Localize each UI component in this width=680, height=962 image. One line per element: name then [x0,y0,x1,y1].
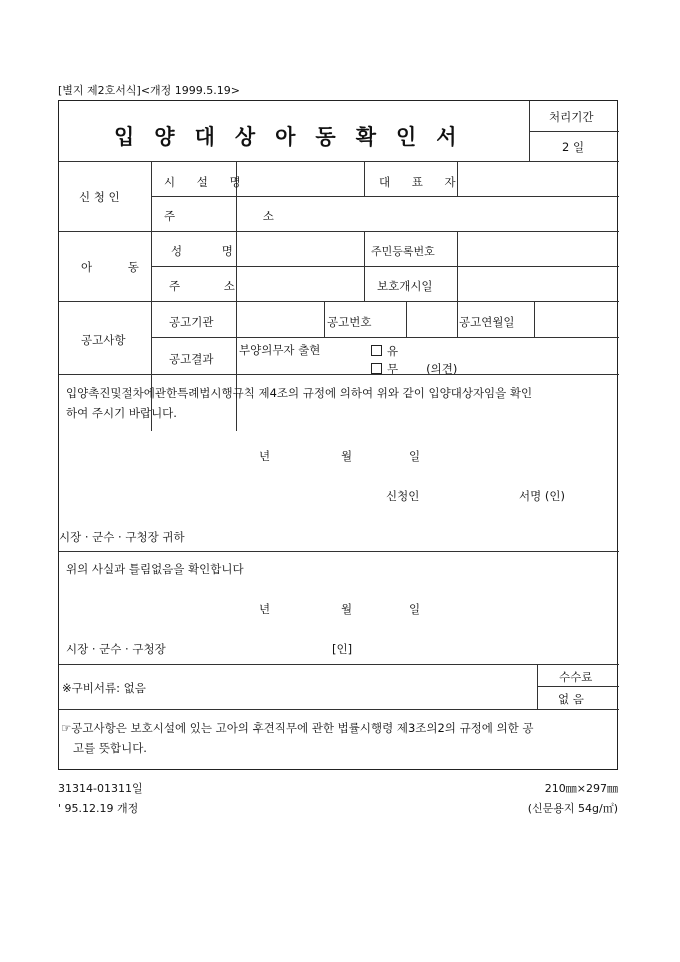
facility-name-field[interactable] [237,162,363,195]
no-checkbox[interactable] [371,363,382,374]
confirm-month: 월 [341,602,353,616]
notice-date-label: 공고연월일 [459,315,515,329]
representative-field[interactable] [458,162,618,195]
option-no[interactable]: 무 (의견) [371,361,457,377]
request-statement: 입양촉진및절차에관한특례법시행규칙 제4조의 규정에 의하여 위와 같이 입양대상자임을 확인 하여 주시기 바랍니다. [66,386,533,420]
processing-value: 2 일 [562,140,585,154]
option-yes[interactable]: 유 [371,343,398,359]
rrn-label: 주민등록번호 [371,245,435,258]
yes-checkbox[interactable] [371,345,382,356]
request-year: 년 [259,449,271,463]
applicant-section: 신 청 인 [79,190,120,204]
form-label: [별지 제2호서식]<개정 1999.5.19> [58,84,240,97]
confirm-day: 일 [409,602,421,616]
child-address-label: 주 소 [169,279,255,293]
opinion-label: (의견) [426,362,458,376]
applicant-address-field[interactable] [237,197,618,230]
notice-agency-label: 공고기관 [169,315,214,329]
official-seal: [인] [332,642,353,656]
confirm-year: 년 [259,602,271,616]
applicant-address-label: 주 소 [164,209,316,223]
facility-name-label: 시 설 명 [164,175,250,189]
confirmation-statement: 위의 사실과 틀림없음을 확인합니다 [66,562,244,576]
notice-number-label: 공고번호 [327,315,372,329]
fee-value: 없 음 [558,692,584,706]
signature-seal: 서명 (인) [519,489,565,503]
form-title: 입양대상아동확인서 [114,124,477,149]
paper-type: (신문용지 54g/㎡) [527,802,618,815]
confirmation-form [58,100,618,770]
child-section: 아 동 [81,260,155,274]
revision-note: ' 95.12.19 개정 [58,802,139,815]
protection-start-field[interactable] [458,267,618,300]
notice-result-label: 공고결과 [169,352,214,366]
processing-label: 처리기간 [549,110,594,124]
notice-number-field[interactable] [407,302,456,336]
notice-date-field[interactable] [535,302,618,336]
form-code: 31314-01311일 [58,782,143,795]
notice-footnote: ☞공고사항은 보호시설에 있는 고아의 후견직무에 관한 법률시행령 제3조의2의 규정에 의한 공 고를 뜻합니다. [61,721,534,755]
addressee: 시장 · 군수 · 구청장 귀하 [59,530,185,544]
paper-size: 210㎜×297㎜ [544,782,618,795]
guardian-appearance-label: 부양의무자 출현 [239,343,321,357]
applicant-sign-label: 신청인 [386,489,420,503]
protection-start-label: 보호개시일 [377,279,433,293]
request-month: 월 [341,449,353,463]
child-name-label: 성 명 [171,244,251,258]
fee-label: 수수료 [559,670,593,684]
notice-section: 공고사항 [81,333,126,347]
child-name-field[interactable] [237,232,363,265]
representative-label: 대 표 자 [379,175,465,189]
child-address-field[interactable] [237,267,363,300]
rrn-field[interactable] [458,232,618,265]
request-day: 일 [409,449,421,463]
notice-agency-field[interactable] [237,302,323,336]
official-title: 시장 · 군수 · 구청장 [66,642,166,656]
required-documents: ※구비서류: 없음 [62,681,146,695]
